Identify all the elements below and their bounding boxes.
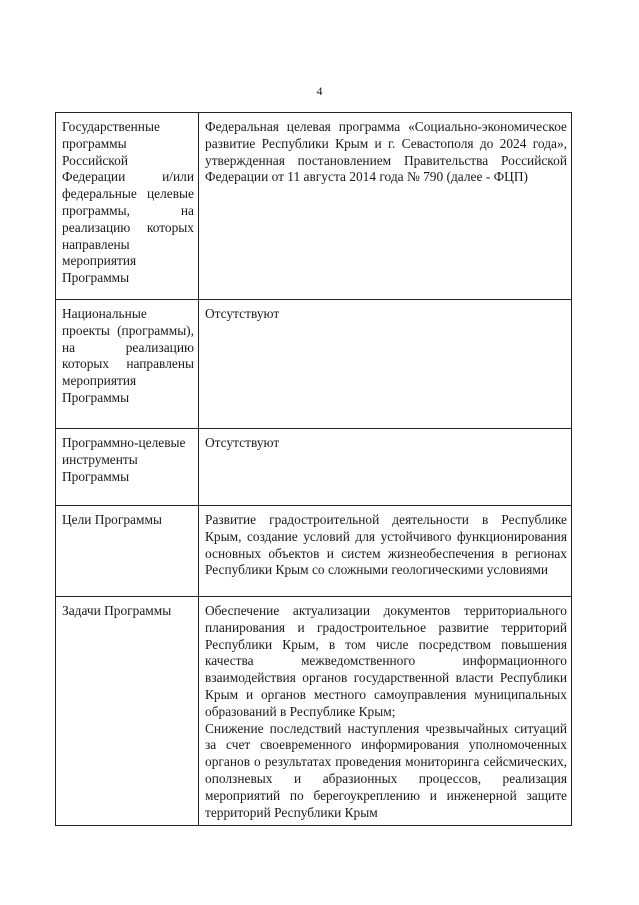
row-label-national-projects: Национальные проекты (программы), на реализацию которых направлены мероприятия Программы [56, 300, 199, 429]
program-passport-table [55, 112, 572, 826]
row-value-program-tasks [199, 597, 572, 826]
row-label-program-tasks: Задачи Программы [56, 597, 199, 826]
table-row-program-tasks [56, 597, 572, 826]
page-number: 4 [316, 84, 323, 98]
value-paragraph: Развитие градостроительной деятельности в Республике Крым, создание условий для устойчивого функционирования основных объектов и систем жизнеобеспечения в регионах Республики Крым со сложными геологическими условиями [205, 512, 567, 578]
row-value-program-tools [199, 429, 572, 506]
row-value-state-programs [199, 113, 572, 300]
row-value-national-projects [199, 300, 572, 429]
value-paragraph: Отсутствуют [205, 435, 280, 450]
value-paragraph: Федеральная целевая программа «Социально-экономическое развитие Республики Крым и г. Севастополя до 2024 года», утвержденная постановлением Правительства Российской Федерации от 11 августа 2014 года № 790 (далее - ФЦП) [205, 119, 567, 185]
value-paragraph: Снижение последствий наступления чрезвычайных ситуаций за счет своевременного информирования уполномоченных органов о результатах проведения мониторинга сейсмических, оползневых и абразионных процессов, реализация мероприятий по берегоукреплению и инженерной защите территорий Республики Крым [205, 720, 567, 820]
row-label-state-programs: Государственные программы Российской Федерации и/или федеральные целевые программы, на реализацию которых направлены мероприятия Программы [56, 113, 199, 300]
table-row-program-tools [56, 429, 572, 506]
row-label-program-tools: Программно-целевые инструменты Программы [56, 429, 199, 506]
table-row-state-programs [56, 113, 572, 300]
table-row-program-goals [56, 506, 572, 597]
value-paragraph: Обеспечение актуализации документов территориального планирования и градостроительное развитие территорий Республики Крым, в том числе посредством повышения качества межведомственного информационного взаимодействия органов государственной власти Республики Крым и органов местного самоуправления муниципальных образований в Республике Крым; [205, 603, 567, 719]
row-label-program-goals: Цели Программы [56, 506, 199, 597]
table-row-national-projects [56, 300, 572, 429]
row-value-program-goals [199, 506, 572, 597]
value-paragraph: Отсутствуют [205, 306, 280, 321]
